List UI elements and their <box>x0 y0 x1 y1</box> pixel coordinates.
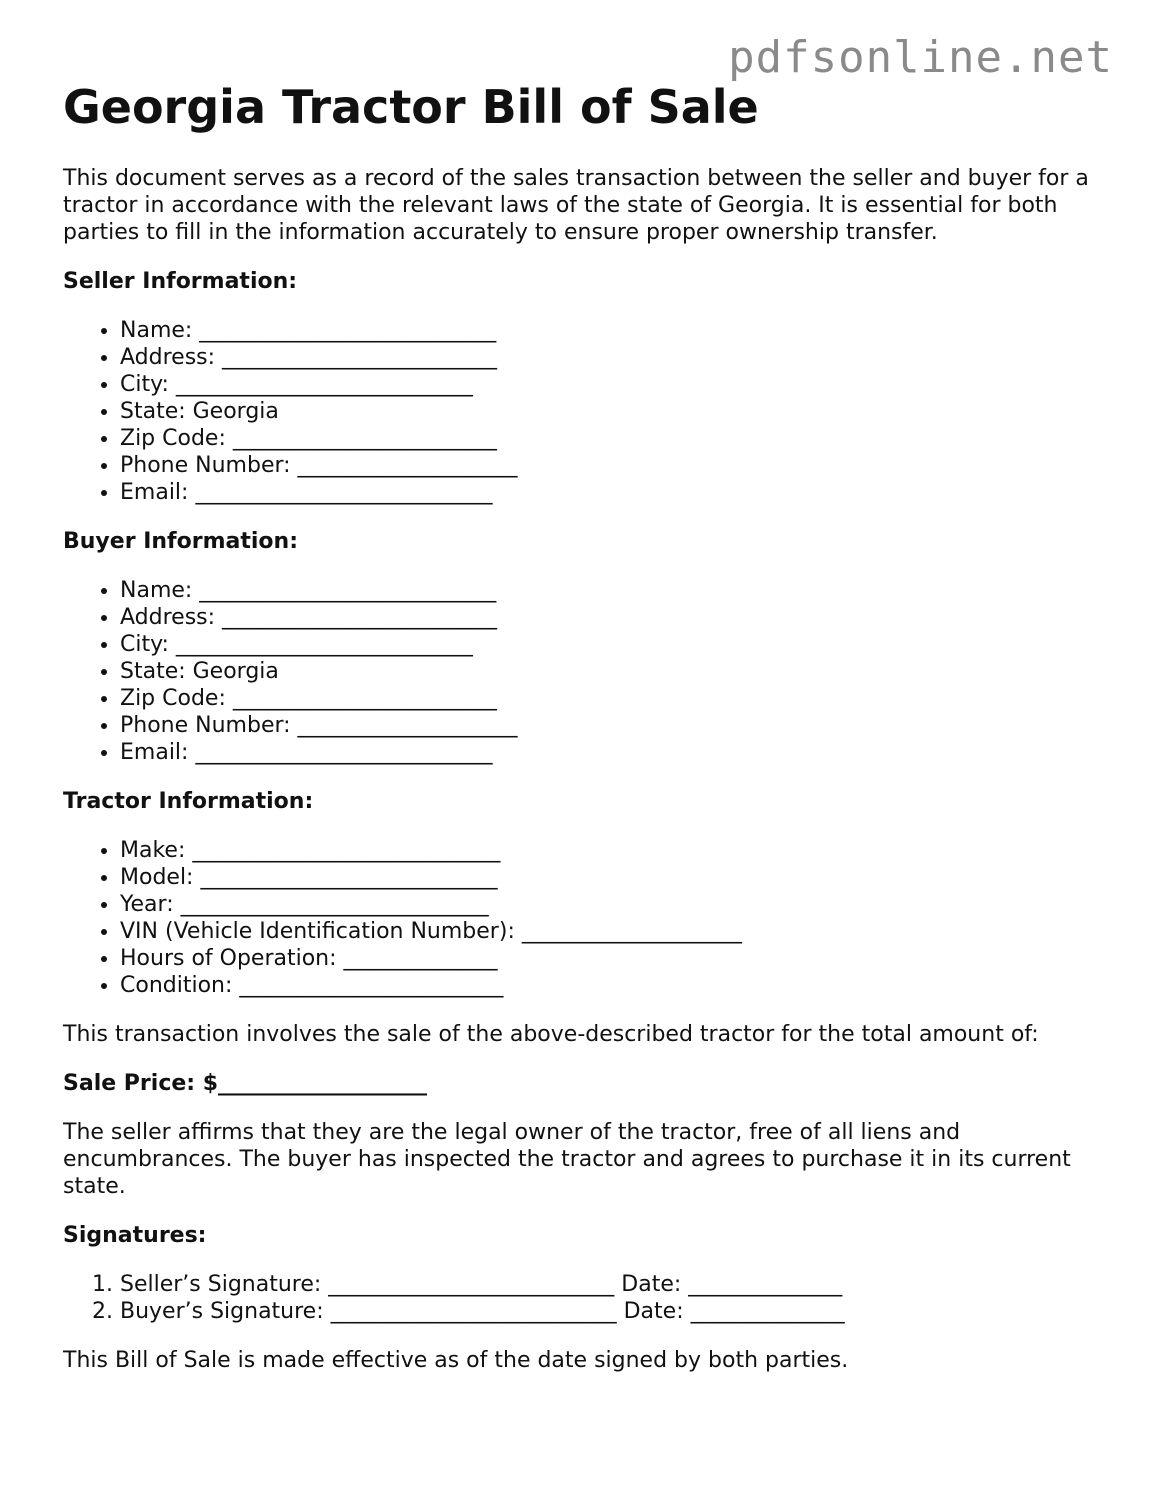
tractor-model-field: • Model: ___________________________ <box>120 864 1103 891</box>
buyer-heading: Buyer Information: <box>63 529 298 554</box>
seller-phone-field: • Phone Number: ____________________ <box>120 452 1103 479</box>
tractor-hours-field: • Hours of Operation: ______________ <box>120 945 1103 972</box>
buyer-signature-line: 2. Buyer’s Signature: __________________________ Date: ______________ <box>120 1298 1103 1325</box>
intro-paragraph: This document serves as a record of the sales transaction between the seller and buyer for a tractor in accordance with the relevant laws of the state of Georgia. It is essential for both parties to fill in the information accurately to ensure proper ownership transfer. <box>63 166 1089 245</box>
seller-address-field: • Address: _________________________ <box>120 344 1103 371</box>
seller-email-field: • Email: ___________________________ <box>120 479 1103 506</box>
document-title: Georgia Tractor Bill of Sale <box>63 80 759 134</box>
watermark-text: pdfsonline.net <box>728 32 1113 83</box>
closing-paragraph: This Bill of Sale is made effective as of the date signed by both parties. <box>63 1348 849 1373</box>
tractor-vin-field: • VIN (Vehicle Identification Number): ____________________ <box>120 918 1103 945</box>
tractor-heading: Tractor Information: <box>63 789 314 814</box>
tractor-make-field: • Make: ____________________________ <box>120 837 1103 864</box>
seller-list <box>63 317 1103 506</box>
document-body <box>63 165 1103 1396</box>
buyer-email-field: • Email: ___________________________ <box>120 739 1103 766</box>
signatures-heading: Signatures: <box>63 1223 207 1248</box>
buyer-list <box>63 577 1103 766</box>
sale-price-field: Sale Price: $___________________ <box>63 1071 428 1096</box>
seller-zip-field: • Zip Code: ________________________ <box>120 425 1103 452</box>
seller-name-field: • Name: ___________________________ <box>120 317 1103 344</box>
buyer-state-field: • State: Georgia <box>120 658 1103 685</box>
seller-heading: Seller Information: <box>63 269 298 294</box>
affirmation-paragraph: The seller affirms that they are the legal owner of the tractor, free of all liens and encumbrances. The buyer has inspected the tractor and agrees to purchase it in its current state. <box>63 1120 1071 1199</box>
buyer-phone-field: • Phone Number: ____________________ <box>120 712 1103 739</box>
tractor-list <box>63 837 1103 999</box>
signatures-list <box>63 1271 1103 1325</box>
tractor-year-field: • Year: ____________________________ <box>120 891 1103 918</box>
buyer-zip-field: • Zip Code: ________________________ <box>120 685 1103 712</box>
seller-city-field: • City: ___________________________ <box>120 371 1103 398</box>
buyer-name-field: • Name: ___________________________ <box>120 577 1103 604</box>
seller-state-field: • State: Georgia <box>120 398 1103 425</box>
seller-signature-line: 1. Seller’s Signature: __________________________ Date: ______________ <box>120 1271 1103 1298</box>
tractor-condition-field: • Condition: ________________________ <box>120 972 1103 999</box>
buyer-city-field: • City: ___________________________ <box>120 631 1103 658</box>
transaction-paragraph: This transaction involves the sale of the above-described tractor for the total amount of: <box>63 1022 1039 1047</box>
buyer-address-field: • Address: _________________________ <box>120 604 1103 631</box>
